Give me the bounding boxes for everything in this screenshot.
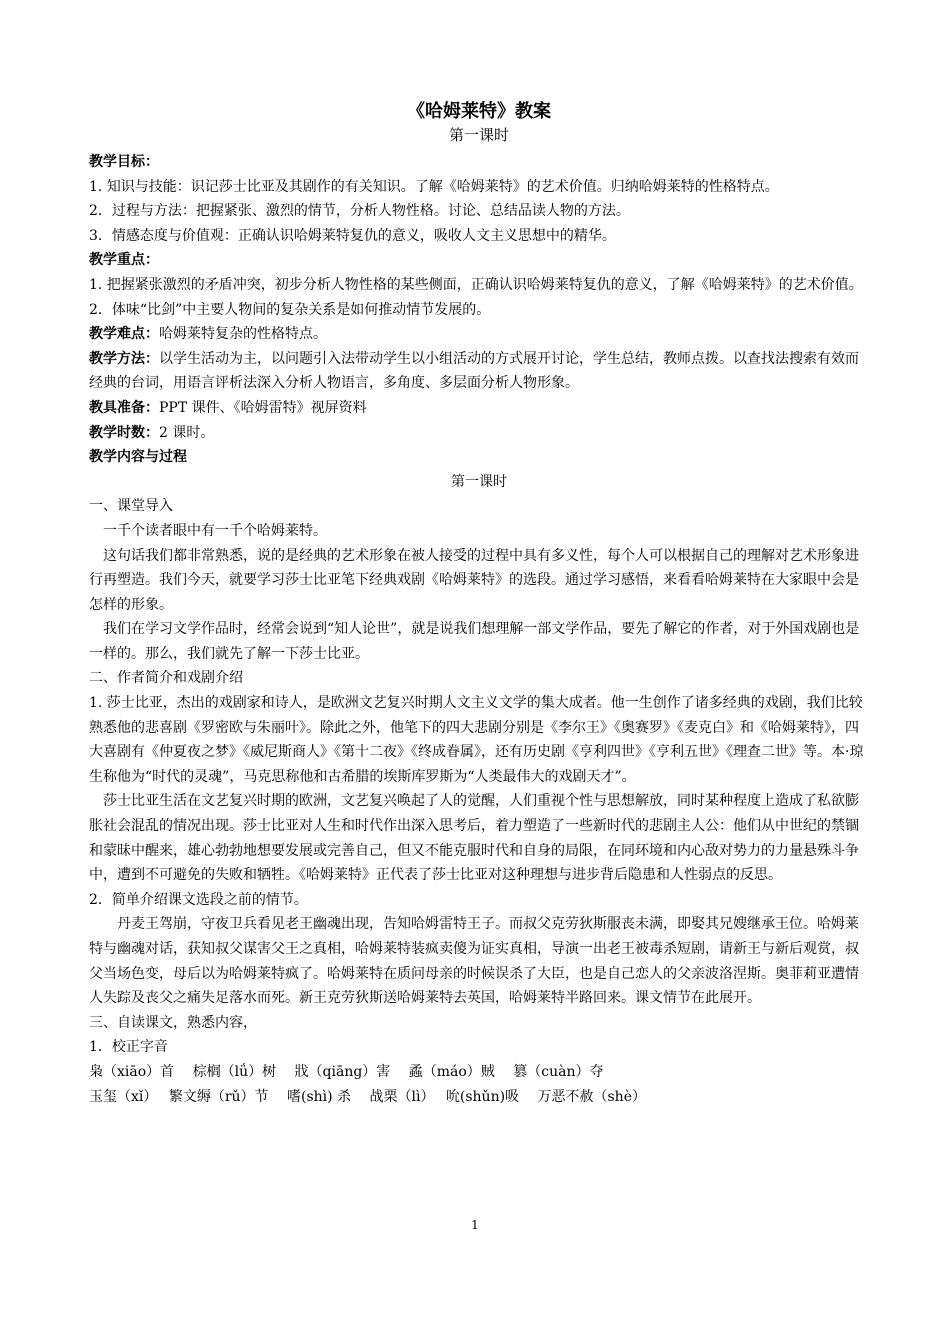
method-text: 以学生活动为主，以问题引入法带动学生以小组活动的方式展开讨论，学生总结，教师点拨。以查找法搜索有效而经典的台词，用语言评析法深入分析人物语言，多角度、多层面分析人物形象。 xyxy=(89,350,859,392)
document-page xyxy=(89,100,869,1109)
tools-heading: 教具准备： xyxy=(89,399,159,416)
pronunciation-line: 玉玺（xǐ） 繁文缛（rǔ）节 嗜(shì) 杀 战栗（lì） 吮(shǔn)吸 万恶不赦（shè） xyxy=(89,1088,646,1105)
tools-line xyxy=(89,396,869,421)
page-subtitle: 第一课时 xyxy=(448,126,509,144)
page-number: 1 xyxy=(471,1218,479,1232)
goal-item: 3．情感态度与价值观：正确认识哈姆莱特复仇的意义，吸收人文主义思想中的精华。 xyxy=(89,227,616,244)
section-title: 二、作者简介和戏剧介绍 xyxy=(89,670,243,687)
key-point-item: 2．体味“比剑”中主要人物间的复杂关系是如何推动情节发展的。 xyxy=(89,301,491,318)
lesson-label: 第一课时 xyxy=(451,473,507,490)
subsection-title: 1．校正字音 xyxy=(89,1039,168,1056)
method-heading: 教学方法： xyxy=(89,350,159,367)
goal-item: 1. 知识与技能：识记莎士比亚及其剧作的有关知识。了解《哈姆莱特》的艺术价值。归纳哈姆莱特的性格特点。 xyxy=(89,178,779,195)
key-point-item: 1. 把握紧张激烈的矛盾冲突，初步分析人物性格的某些侧面，正确认识哈姆莱特复仇的意义，了解《哈姆莱特》的艺术价值。 xyxy=(89,276,863,293)
section-title: 三、自读课文，熟悉内容， xyxy=(89,1014,257,1031)
goals-heading: 教学目标： xyxy=(89,154,159,170)
pronunciation-line: 枭（xiāo）首 棕榈（lǘ）树 戕（qiāng）害 蟊（máo）贼 篡（cuàn）夺 xyxy=(89,1063,604,1080)
paragraph: 这句话我们都非常熟悉，说的是经典的艺术形象在被人接受的过程中具有多义性，每个人可以根据自己的理解对艺术形象进行再塑造。我们今天，就要学习莎士比亚笔下经典戏剧《哈姆莱特》的选段。通过学习感悟，来看看哈姆莱特在大家眼中会是怎样的形象。 xyxy=(89,547,859,613)
hours-line xyxy=(89,421,869,446)
process-heading: 教学内容与过程 xyxy=(89,449,187,466)
difficulty-line xyxy=(89,322,869,347)
paragraph: 1. 莎士比亚，杰出的戏剧家和诗人，是欧洲文艺复兴时期人文主义文学的集大成者。他一生创作了诸多经典的戏剧，我们比较熟悉他的悲喜剧《罗密欧与朱丽叶》。除此之外，他笔下的四大悲剧分别是《李尔王》《奥赛罗》《麦克白》和《哈姆莱特》，四大喜剧有《仲夏夜之梦》《威尼斯商人》《第十二夜》《终成眷属》，还有历史剧《亨利四世》《亨利五世》《理查二世》等。本·琼生称他为“时代的灵魂”，马克思称他和古希腊的埃斯库罗斯为“人类最伟大的戏剧天才”。 xyxy=(89,695,864,785)
section-title: 一、课堂导入 xyxy=(89,498,173,515)
paragraph: 2．简单介绍课文选段之前的情节。 xyxy=(89,891,308,908)
paragraph: 莎士比亚生活在文艺复兴时期的欧洲，文艺复兴唤起了人的觉醒，人们重视个性与思想解放，同时某种程度上造成了私欲膨胀社会混乱的情况出现。莎士比亚对人生和时代作出深入思考后，着力塑造了一些新时代的悲剧主人公：他们从中世纪的禁锢和蒙昧中醒来，雄心勃勃地想要发展或完善自己，但又不能克服时代和自身的局限，在同环境和内心敌对势力的力量悬殊斗争中，遭到不可避免的失败和牺牲。《哈姆莱特》正代表了莎士比亚对这种理想与进步背后隐患和人性弱点的反思。 xyxy=(89,793,859,884)
difficulty-text: 哈姆莱特复杂的性格特点。 xyxy=(159,326,327,343)
paragraph: 丹麦王驾崩，守夜卫兵看见老王幽魂出现，告知哈姆雷特王子。而叔父克劳狄斯服丧未满，即娶其兄嫂继承王位。哈姆莱特与幽魂对话，获知叔父谋害父王之真相，哈姆莱特装疯卖傻为证实真相，导演一出老王被毒杀短剧，请新王与新后观赏，叔父当场色变，母后以为哈姆莱特疯了。哈姆莱特在质问母亲的时候误杀了大臣，也是自己恋人的父亲波洛涅斯。奥菲莉亚遭情人失踪及丧父之痛失足落水而死。新王克劳狄斯送哈姆莱特去英国，哈姆莱特半路回来。课文情节在此展开。 xyxy=(89,916,859,1007)
tools-text: PPT 课件、《哈姆雷特》视屏资料 xyxy=(159,399,367,416)
hours-heading: 教学时数： xyxy=(89,424,159,441)
paragraph: 我们在学习文学作品时，经常会说到“知人论世”，就是说我们想理解一部文学作品，要先了解它的作者，对于外国戏剧也是一样的。那么，我们就先了解一下莎士比亚。 xyxy=(89,621,860,662)
page-title: 《哈姆莱特》教案 xyxy=(407,101,551,122)
hours-text: 2 课时。 xyxy=(159,424,215,441)
key-points-heading: 教学重点： xyxy=(89,252,159,269)
method-line xyxy=(89,347,869,396)
paragraph: 一千个读者眼中有一千个哈姆莱特。 xyxy=(103,522,327,539)
difficulty-heading: 教学难点： xyxy=(89,326,159,343)
goal-item: 2．过程与方法：把握紧张、激烈的情节，分析人物性格。讨论、总结品读人物的方法。 xyxy=(89,203,630,220)
